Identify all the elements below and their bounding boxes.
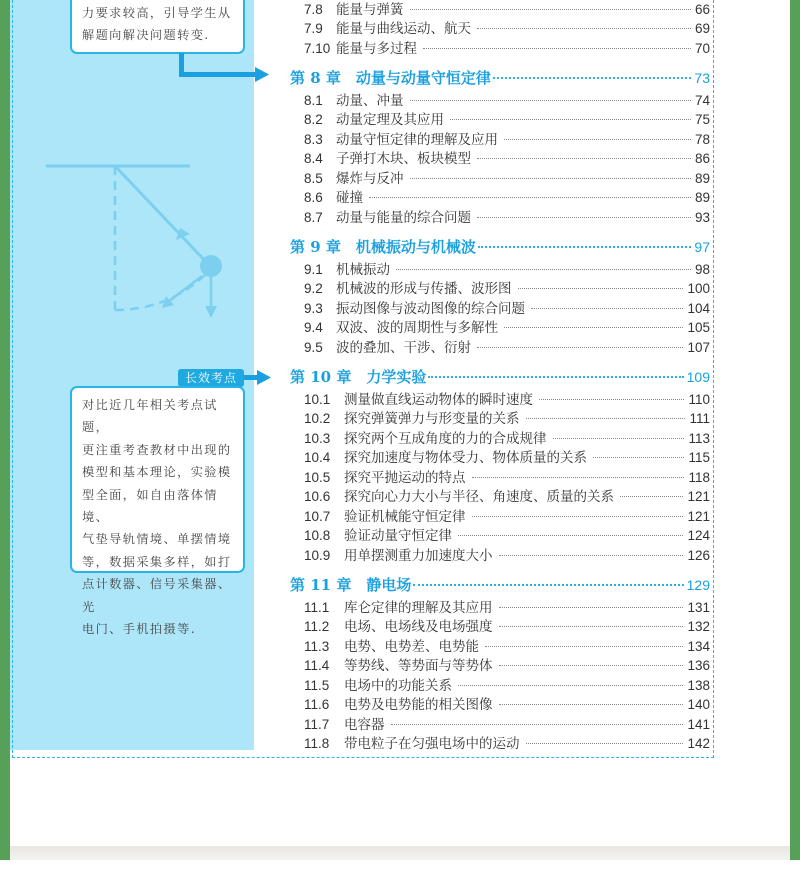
toc-item-number: 7.9 <box>304 21 323 36</box>
toc-item-page: 111 <box>689 411 710 426</box>
toc-item-number: 8.1 <box>304 93 323 108</box>
toc-item-number: 10.6 <box>304 489 331 504</box>
toc-item-number: 10.3 <box>304 431 331 446</box>
toc-item[interactable] <box>304 17 710 37</box>
toc-item[interactable] <box>304 635 710 655</box>
toc-item-number: 11.7 <box>304 717 330 732</box>
toc-item-page: 66 <box>694 2 710 17</box>
toc-item-page: 136 <box>687 658 710 673</box>
toc-item[interactable] <box>304 206 710 226</box>
toc-item-page: 98 <box>694 262 710 277</box>
toc-item[interactable] <box>304 446 710 466</box>
toc-item[interactable] <box>304 654 710 674</box>
key-point-tag: 长效考点 <box>178 369 244 387</box>
toc-item-page: 124 <box>687 528 710 543</box>
toc-item-title: 动量、冲量 <box>336 93 404 108</box>
next-page-edge <box>0 860 800 887</box>
toc-item-page: 113 <box>688 431 710 446</box>
toc-item[interactable] <box>304 0 710 18</box>
chapter-page: 129 <box>686 577 710 593</box>
chapter-heading[interactable] <box>290 67 710 89</box>
toc-item-title: 用单摆测重力加速度大小 <box>344 548 493 563</box>
toc-item[interactable] <box>304 693 710 713</box>
toc-item-title: 机械振动 <box>336 262 390 277</box>
toc-item-title: 探究向心力大小与半径、角速度、质量的关系 <box>344 489 614 504</box>
toc-item-page: 126 <box>687 548 710 563</box>
toc-item-page: 138 <box>687 678 710 693</box>
toc-item-page: 121 <box>687 489 710 504</box>
note-line: 电门、手机拍摄等. <box>82 622 196 637</box>
toc-item-number: 8.2 <box>304 112 323 127</box>
toc-item-title: 电场中的功能关系 <box>344 678 452 693</box>
toc-item-number: 8.6 <box>304 190 323 205</box>
toc-item-page: 75 <box>694 112 710 127</box>
toc-item[interactable] <box>304 147 710 167</box>
note-line: 更注重考查教材中出现的 <box>82 442 232 457</box>
note-line: 气垫导轨情境、单摆情境 <box>82 532 232 547</box>
toc-item-title: 能量与弹簧 <box>336 2 404 17</box>
toc-item-title: 双波、波的周期性与多解性 <box>336 320 498 335</box>
toc-item-title: 验证动量守恒定律 <box>344 528 452 543</box>
toc-item-title: 验证机械能守恒定律 <box>344 509 466 524</box>
toc-item-title: 能量与多过程 <box>336 41 417 56</box>
toc-item-title: 动量守恒定律的理解及应用 <box>336 132 498 147</box>
toc-item[interactable] <box>304 167 710 187</box>
toc-item[interactable] <box>304 297 710 317</box>
toc-item-page: 118 <box>688 470 710 485</box>
chapter-heading[interactable] <box>290 574 710 596</box>
chapter-heading[interactable] <box>290 366 710 388</box>
note-line: 等，数据采集多样，如打 <box>82 554 232 569</box>
toc-item[interactable] <box>304 277 710 297</box>
toc-item-page: 141 <box>687 717 710 732</box>
toc-item-page: 93 <box>694 210 710 225</box>
toc-item[interactable] <box>304 37 710 57</box>
chapter-title: 第 8 章 动量与动量守恒定律 <box>290 69 491 87</box>
toc-item-page: 110 <box>688 392 710 407</box>
toc-item-title: 子弹打木块、板块模型 <box>336 151 471 166</box>
toc-item[interactable] <box>304 505 710 525</box>
toc-item-number: 8.3 <box>304 132 323 147</box>
toc-item-title: 机械波的形成与传播、波形图 <box>336 281 512 296</box>
chapter-page: 97 <box>694 239 710 255</box>
toc-item-number: 11.8 <box>304 736 330 751</box>
toc-item-number: 11.5 <box>304 678 330 693</box>
toc-item-number: 10.4 <box>304 450 331 465</box>
toc-item[interactable] <box>304 407 710 427</box>
toc-item-page: 78 <box>694 132 710 147</box>
toc-item-page: 69 <box>694 21 710 36</box>
toc-item[interactable] <box>304 336 710 356</box>
toc-item-page: 131 <box>687 600 710 615</box>
note-line: 模型和基本理论，实验模 <box>82 465 232 480</box>
toc-item[interactable] <box>304 524 710 544</box>
note-line: 点计数器、信号采集器、光 <box>82 577 232 614</box>
toc-item-number: 10.7 <box>304 509 331 524</box>
toc-item-number: 10.5 <box>304 470 331 485</box>
toc-item-page: 142 <box>687 736 710 751</box>
toc-item-number: 9.5 <box>304 340 323 355</box>
toc-item-page: 86 <box>694 151 710 166</box>
toc-item[interactable] <box>304 108 710 128</box>
toc-item[interactable] <box>304 596 710 616</box>
toc-item-title: 测量做直线运动物体的瞬时速度 <box>344 392 533 407</box>
toc-item-number: 8.4 <box>304 151 323 166</box>
toc-item-title: 电容器 <box>344 717 385 732</box>
toc-item-number: 9.1 <box>304 262 323 277</box>
toc-item-page: 104 <box>687 301 710 316</box>
toc-item-number: 11.6 <box>304 697 330 712</box>
toc-item-number: 10.2 <box>304 411 331 426</box>
toc-item-title: 能量与曲线运动、航天 <box>336 21 471 36</box>
toc-item[interactable] <box>304 427 710 447</box>
book-page <box>10 0 790 887</box>
toc-item[interactable] <box>304 615 710 635</box>
toc-item-page: 89 <box>694 190 710 205</box>
chapter-title: 第 11 章 静电场 <box>290 576 412 594</box>
toc-item-title: 振动图像与波动图像的综合问题 <box>336 301 525 316</box>
toc-item[interactable] <box>304 258 710 278</box>
toc-item[interactable] <box>304 485 710 505</box>
toc-item-title: 库仑定律的理解及其应用 <box>344 600 493 615</box>
toc-item-number: 11.4 <box>304 658 330 673</box>
toc-item-page: 140 <box>687 697 710 712</box>
toc-item-title: 爆炸与反冲 <box>336 171 404 186</box>
toc-item-number: 10.9 <box>304 548 331 563</box>
toc-item-number: 11.2 <box>304 619 330 634</box>
chapter-page: 109 <box>686 369 710 385</box>
toc-item-page: 107 <box>687 340 710 355</box>
toc-item-title: 探究弹簧弹力与形变量的关系 <box>344 411 520 426</box>
chapter-title: 第 9 章 机械振动与机械波 <box>290 238 476 256</box>
toc-item-number: 9.2 <box>304 281 323 296</box>
toc-item-page: 70 <box>694 41 710 56</box>
toc-item-number: 8.7 <box>304 210 323 225</box>
toc-item-title: 带电粒子在匀强电场中的运动 <box>344 736 520 751</box>
toc-item-title: 电势及电势能的相关图像 <box>344 697 493 712</box>
toc-item-number: 8.5 <box>304 171 323 186</box>
toc-item-title: 探究两个互成角度的力的合成规律 <box>344 431 547 446</box>
toc-item-number: 9.3 <box>304 301 323 316</box>
toc-item[interactable] <box>304 713 710 733</box>
toc-item[interactable] <box>304 128 710 148</box>
toc-item-page: 100 <box>687 281 710 296</box>
toc-item-page: 89 <box>694 171 710 186</box>
toc-item-title: 探究平抛运动的特点 <box>344 470 466 485</box>
toc-item-title: 波的叠加、干涉、衍射 <box>336 340 471 355</box>
toc-item[interactable] <box>304 316 710 336</box>
page-bottom-edge <box>10 846 790 860</box>
toc-item[interactable] <box>304 732 710 752</box>
toc-item-title: 电场、电场线及电场强度 <box>344 619 493 634</box>
toc-item[interactable] <box>304 674 710 694</box>
toc-item[interactable] <box>304 466 710 486</box>
toc-item-page: 134 <box>687 639 710 654</box>
chapter-title: 第 10 章 力学实验 <box>290 368 427 386</box>
note-line: 型全面，如自由落体情境、 <box>82 487 218 525</box>
toc-item[interactable] <box>304 544 710 564</box>
toc-item-page: 74 <box>694 93 710 108</box>
chapter-heading[interactable] <box>290 236 710 258</box>
toc-item-number: 11.3 <box>304 639 330 654</box>
toc-item-number: 7.10 <box>304 41 331 56</box>
toc-item-title: 等势线、等势面与等势体 <box>344 658 493 673</box>
chapter-page: 73 <box>694 70 710 86</box>
toc-item[interactable] <box>304 388 710 408</box>
toc-item-number: 10.8 <box>304 528 331 543</box>
toc-item[interactable] <box>304 186 710 206</box>
toc-item-page: 132 <box>687 619 710 634</box>
note-line: 解题向解决问题转变. <box>82 28 210 43</box>
note-line: 力要求较高，引导学生从 <box>82 6 232 20</box>
toc-item-number: 7.8 <box>304 2 323 17</box>
toc-item-title: 电势、电势差、电势能 <box>344 639 479 654</box>
note-line: 对比近几年相关考点试题， <box>82 398 218 435</box>
toc-item-title: 探究加速度与物体受力、物体质量的关系 <box>344 450 587 465</box>
toc-item-page: 115 <box>688 450 710 465</box>
toc-item-title: 动量定理及其应用 <box>336 112 444 127</box>
toc-item[interactable] <box>304 89 710 109</box>
toc-item-title: 碰撞 <box>336 190 363 205</box>
toc-item-page: 105 <box>687 320 710 335</box>
toc-item-number: 10.1 <box>304 392 331 407</box>
toc-item-title: 动量与能量的综合问题 <box>336 210 471 225</box>
toc-item-number: 11.1 <box>304 600 330 615</box>
toc-item-number: 9.4 <box>304 320 323 335</box>
toc-item-page: 121 <box>687 509 710 524</box>
